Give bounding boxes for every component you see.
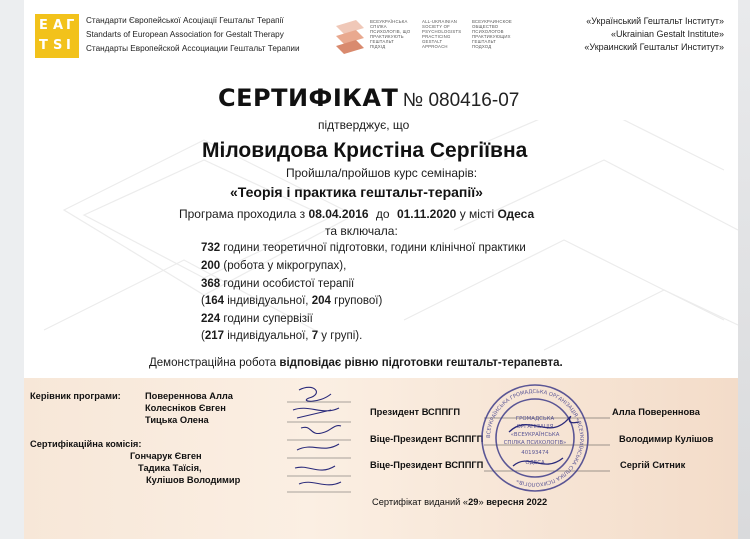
standards-ru: Стандарты Европейской Ассоциации Гештальт Терапии bbox=[86, 44, 300, 53]
association-logo bbox=[334, 18, 366, 60]
right-margin bbox=[738, 0, 750, 539]
eagt-logo bbox=[35, 14, 79, 58]
hours-line-6: (217 індивідуальної, 7 у групі). bbox=[201, 330, 363, 342]
demo-statement: Демонстраційна робота відповідає рівню підготовки гештальт-терапевта. bbox=[149, 357, 563, 369]
commission-member: Кулішов Володимир bbox=[146, 475, 241, 485]
included-label: та включала: bbox=[325, 224, 398, 238]
officer-name: Сергій Ситник bbox=[620, 460, 686, 470]
logo-letter: Е bbox=[39, 18, 48, 33]
logo-letter: А bbox=[53, 18, 64, 33]
hours-line-4: (164 індивідуальної, 204 групової) bbox=[201, 295, 383, 307]
leader-name: Колесніков Євген bbox=[145, 403, 226, 413]
logo-letter: S bbox=[53, 38, 63, 53]
certificate-title: СЕРТИФІКАТ bbox=[218, 84, 399, 112]
program-dates: Програма проходила з 08.04.2016 до 01.11.2020 у місті Одеса bbox=[179, 207, 535, 221]
standards-ua: Стандарти Європейської Асоціації Гештальт Терапії bbox=[86, 16, 284, 25]
hours-line-3: 368 години особистої терапії bbox=[201, 278, 355, 290]
logo-letter: Г bbox=[66, 18, 75, 33]
stamp-city: ОДЕСА bbox=[525, 460, 545, 466]
date-from: 08.04.2016 bbox=[308, 207, 369, 221]
recipient-name: Міловидова Кристіна Сергіївна bbox=[202, 139, 528, 162]
issued-date: Сертифікат виданий «29» вересня 2022 bbox=[372, 497, 548, 507]
course-title: «Теорія і практика гештальт-терапії» bbox=[230, 184, 483, 200]
logo-letter: Т bbox=[39, 38, 48, 53]
standards-en: Standarts of European Association for Gestalt Therapy bbox=[86, 30, 284, 39]
organization-stamp bbox=[479, 382, 591, 494]
officer-name: Алла Повереннова bbox=[612, 407, 700, 417]
stamp-line: ОРГАНІЗАЦІЯ bbox=[516, 424, 554, 430]
certificate-heading bbox=[218, 84, 519, 112]
certificate-sheet bbox=[24, 0, 738, 539]
city: Одеса bbox=[497, 207, 535, 221]
association-ua: ВСЕУКРАЇНСЬКА СПІЛКА ПСИХОЛОГІВ, ЩО ПРАКТИКУЮТЬ ГЕШТАЛЬТ ПІДХІД bbox=[370, 19, 411, 49]
stamp-ring-text: ВСЕУКРАЇНСЬКА ГРОМАДСЬКА ОРГАНІЗАЦІЯ «ВСЕУКРАЇНСЬКА СПІЛКА ПСИХОЛОГІВ» bbox=[485, 388, 585, 488]
stamp-line: «ВСЕУКРАЇНСЬКА bbox=[510, 432, 560, 438]
stamp-line: ГРОМАДСЬКА bbox=[515, 416, 555, 422]
hours-line-5: 224 години супервізії bbox=[201, 313, 313, 325]
institute-ua: «Український Гештальт Інститут» bbox=[586, 16, 724, 26]
commission-member: Гончарук Євген bbox=[130, 451, 202, 461]
commission-member: Тадика Таїсія, bbox=[138, 463, 202, 473]
officer-role: Віце-Президент ВСППГП bbox=[370, 434, 484, 444]
stamp-line: СПІЛКА ПСИХОЛОГІВ» bbox=[503, 440, 567, 446]
leaders-label: Керівник програми: bbox=[30, 391, 121, 401]
association-en: ALL-UKRAINIAN SOCIETY OF PSYCHOLOGISTS PRACTICING GESTALT APPROACH bbox=[422, 19, 462, 49]
signatures-left bbox=[279, 380, 359, 510]
hours-line-1: 732 години теоретичної підготовки, години клінічної практики bbox=[201, 242, 526, 254]
date-to: 01.11.2020 bbox=[396, 207, 457, 221]
confirms-text: підтверджує, що bbox=[318, 118, 410, 132]
leader-name: Повереннова Алла bbox=[145, 391, 233, 401]
association-ru: ВСЕУКРАИНСКОЕ ОБЩЕСТВО ПСИХОЛОГОВ ПРАКТИКУЮЩИХ ГЕШТАЛЬТ ПОДХОД bbox=[472, 19, 512, 49]
left-margin bbox=[0, 0, 24, 539]
svg-text:ВСЕУКРАЇНСЬКА ГРОМАДСЬКА ОРГАН bbox=[486, 389, 584, 487]
institute-en: «Ukrainian Gestalt Institute» bbox=[610, 29, 724, 39]
logo-letter: І bbox=[66, 38, 71, 53]
officer-role: Віце-Президент ВСППГП bbox=[370, 460, 484, 470]
officer-role: Президент ВСППГП bbox=[370, 407, 461, 417]
course-intro: Пройшла/пройшов курс семінарів: bbox=[286, 166, 478, 180]
leader-name: Тицька Олена bbox=[145, 415, 209, 425]
officer-name: Володимир Кулішов bbox=[619, 434, 714, 444]
institute-ru: «Украинский Гештальт Институт» bbox=[584, 42, 724, 52]
stamp-code: 40193474 bbox=[521, 450, 549, 456]
commission-label: Сертифікаційна комісія: bbox=[30, 439, 142, 449]
hours-line-2: 200 (робота у мікрогрупах), bbox=[201, 260, 347, 272]
certificate-number: № 080416-07 bbox=[402, 90, 520, 111]
